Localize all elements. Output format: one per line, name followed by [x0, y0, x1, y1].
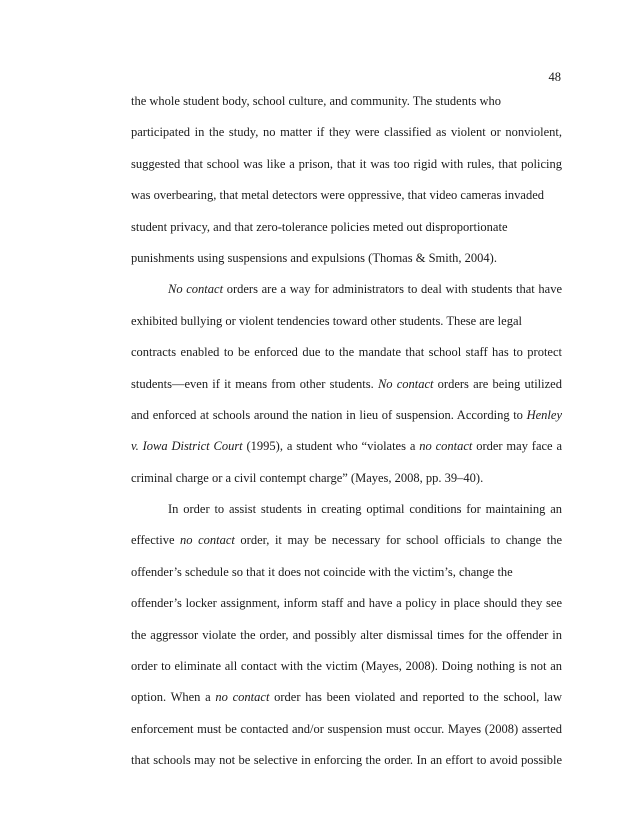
italic-text: No contact — [377, 376, 434, 391]
text-line — [131, 274, 562, 305]
text-line: offender’s locker assignment, inform staff and have a policy in place should they see — [131, 596, 562, 611]
text-segment: option. When a — [131, 690, 216, 705]
page-number: 48 — [548, 70, 561, 84]
italic-text: no contact — [180, 533, 235, 548]
text-line: In order to assist students in creating optimal conditions for maintaining an — [168, 502, 562, 517]
text-segment: order has been violated and reported to the school, law — [269, 690, 562, 705]
text-line: participated in the study, no matter if they were classified as violent or nonviolent, — [131, 125, 562, 140]
italic-text: no contact — [215, 690, 270, 705]
body-text — [131, 86, 562, 777]
text-segment: order may face a — [472, 439, 563, 454]
text-segment: orders are a way for administrators to deal with students that have — [223, 282, 562, 297]
text-line: the aggressor violate the order, and possibly alter dismissal times for the offender in — [131, 627, 562, 642]
italic-text: Henley — [526, 407, 562, 422]
text-line — [131, 525, 562, 556]
text-line: exhibited bullying or violent tendencies toward other students. These are legal — [131, 313, 522, 328]
text-segment: order, it may be necessary for school officials to change the — [234, 533, 562, 548]
italic-text: no contact — [419, 439, 473, 454]
text-line: was overbearing, that metal detectors were oppressive, that video cameras invaded — [131, 188, 545, 203]
italic-text: v. Iowa District Court — [131, 439, 243, 454]
text-segment: students—even if it means from other students. — [131, 376, 378, 391]
italic-text: No contact — [168, 282, 224, 297]
text-line — [131, 431, 562, 462]
text-segment: effective — [131, 533, 181, 548]
text-line: criminal charge or a civil contempt charge” (Mayes, 2008, pp. 39–40). — [131, 470, 484, 485]
text-segment: orders are being utilized — [433, 376, 562, 391]
text-line: offender’s schedule so that it does not coincide with the victim’s, change the — [131, 564, 513, 579]
text-line: punishments using suspensions and expulsions (Thomas & Smith, 2004). — [131, 250, 497, 265]
text-segment: (1995), a student who “violates a — [242, 439, 420, 454]
text-line: student privacy, and that zero-tolerance policies meted out disproportionate — [131, 219, 508, 234]
text-line: suggested that school was like a prison, that it was too rigid with rules, that policing — [131, 156, 562, 171]
text-line: order to eliminate all contact with the victim (Mayes, 2008). Doing nothing is not an — [131, 659, 562, 674]
text-line: enforcement must be contacted and/or suspension must occur. Mayes (2008) asserted — [131, 721, 562, 736]
text-line — [131, 369, 562, 400]
text-line: contracts enabled to be enforced due to the mandate that school staff has to protect — [131, 345, 562, 360]
text-line — [131, 682, 562, 713]
text-line — [131, 400, 562, 431]
text-line: the whole student body, school culture, and community. The students who — [131, 94, 501, 108]
text-line: that schools may not be selective in enforcing the order. In an effort to avoid possible — [131, 753, 562, 768]
text-segment: and enforced at schools around the nation in lieu of suspension. According to — [131, 407, 527, 422]
